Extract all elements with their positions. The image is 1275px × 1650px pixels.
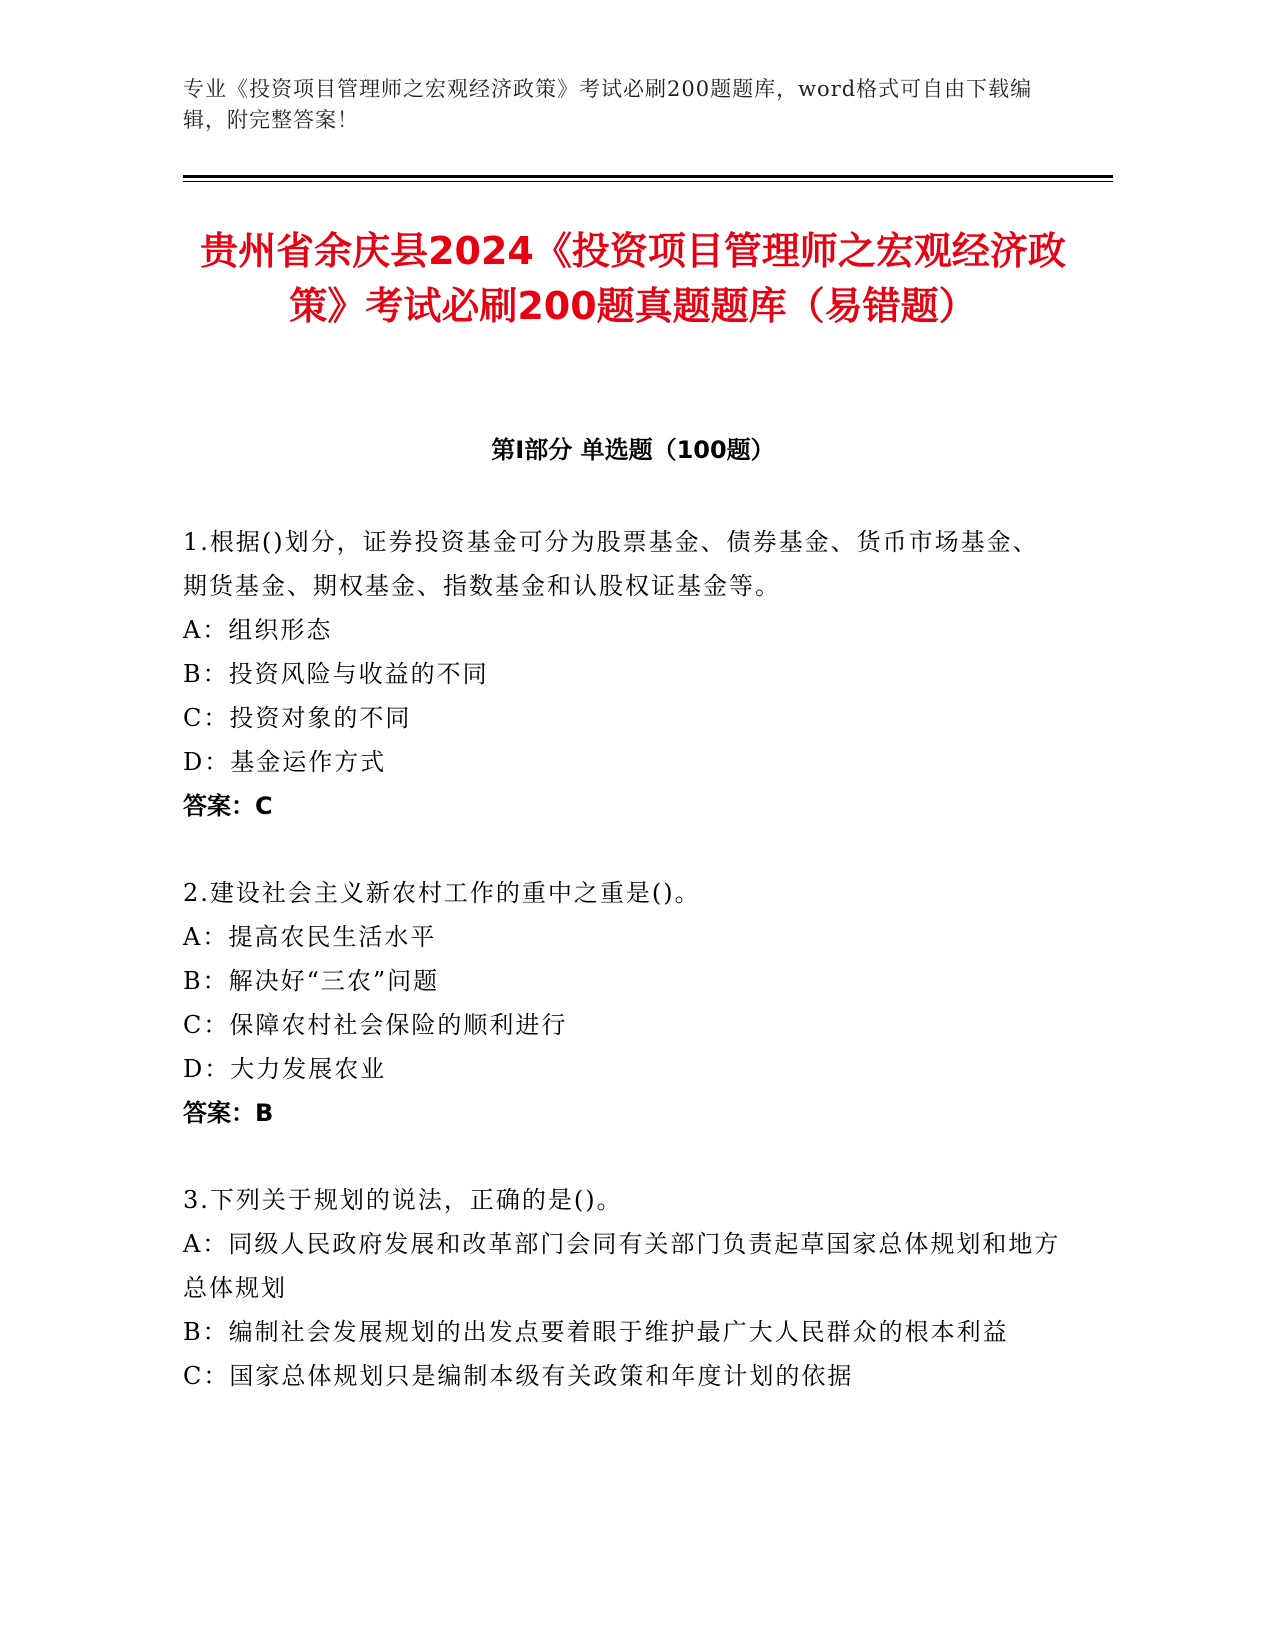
question-stem: 1.根据()划分，证券投资基金可分为股票基金、债券基金、货币市场基金、期货基金、期权基金、指数基金和认股权证基金等。 bbox=[183, 528, 1039, 600]
option-a: A：组织形态 bbox=[183, 616, 333, 644]
answer-label: 答案：C bbox=[183, 792, 273, 820]
option-b: B：投资风险与收益的不同 bbox=[183, 660, 489, 688]
question-stem: 3.下列关于规划的说法，正确的是()。 bbox=[183, 1186, 623, 1214]
option-d: D：基金运作方式 bbox=[183, 748, 387, 776]
option-a: A：同级人民政府发展和改革部门会同有关部门负责起草国家总体规划和地方总体规划 bbox=[183, 1230, 1061, 1302]
option-d: D：大力发展农业 bbox=[183, 1055, 387, 1083]
section-title: 第Ⅰ部分 单选题（100题） bbox=[491, 436, 775, 464]
header-divider-thin bbox=[183, 181, 1113, 182]
answer-label: 答案：B bbox=[183, 1099, 274, 1127]
option-c: C：保障农村社会保险的顺利进行 bbox=[183, 1011, 568, 1039]
option-c: C：国家总体规划只是编制本级有关政策和年度计划的依据 bbox=[183, 1362, 854, 1390]
question-3 bbox=[183, 1178, 1063, 1398]
document-title: 贵州省余庆县2024《投资项目管理师之宏观经济政策》考试必刷200题真题题库（易错题） bbox=[200, 229, 1066, 328]
header-note: 专业《投资项目管理师之宏观经济政策》考试必刷200题题库，word格式可自由下载编辑，附完整答案！ bbox=[183, 77, 1033, 132]
option-b: B：解决好“三农”问题 bbox=[183, 967, 440, 995]
option-a: A：提高农民生活水平 bbox=[183, 923, 437, 951]
question-2 bbox=[183, 871, 1063, 1135]
question-list bbox=[183, 520, 1063, 1441]
header-divider-thick bbox=[183, 175, 1113, 178]
option-b: B：编制社会发展规划的出发点要着眼于维护最广大人民群众的根本利益 bbox=[183, 1318, 1009, 1346]
question-1 bbox=[183, 520, 1063, 828]
option-c: C：投资对象的不同 bbox=[183, 704, 412, 732]
question-stem: 2.建设社会主义新农村工作的重中之重是()。 bbox=[183, 879, 701, 907]
